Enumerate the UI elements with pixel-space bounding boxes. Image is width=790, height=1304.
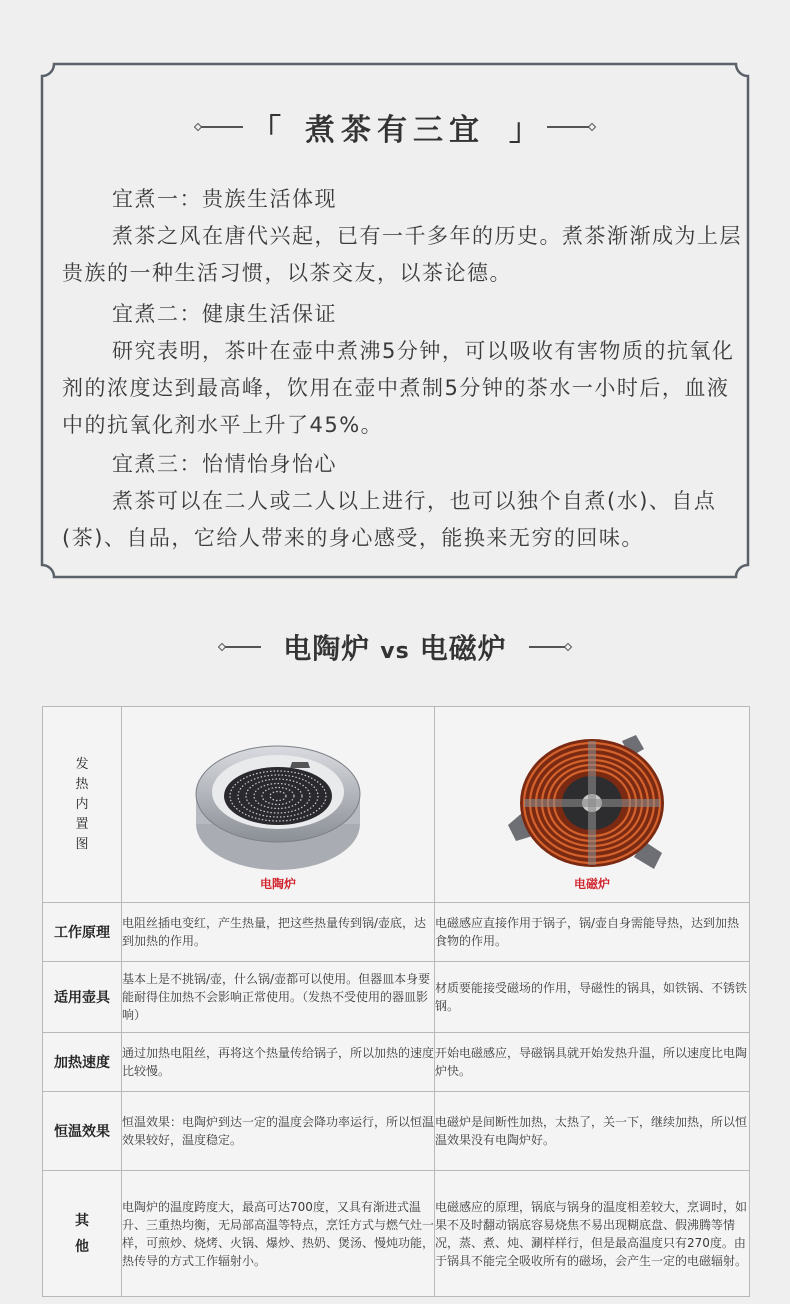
induction-cell: 材质要能接受磁场的作用，导磁性的锅具，如铁锅、不锈铁钢。 (435, 962, 750, 1033)
title-open-bracket: 「 (251, 113, 281, 148)
section-body: 煮茶可以在二人或二人以上进行，也可以独个自煮(水)、自点(茶)、自品，它给人带来的身心感受，能换来无穷的回味。 (62, 489, 717, 550)
title-close-bracket: 」 (509, 113, 539, 148)
induction-cell: 电磁炉是间断性加热，太热了，关一下，继续加热，所以恒温效果没有电陶炉好。 (435, 1092, 750, 1171)
section-heading: 宜煮二：健康生活保证 (112, 302, 337, 326)
ceramic-cell: 恒温效果：电陶炉到达一定的温度会降功率运行，所以恒温效果较好，温度稳定。 (122, 1092, 435, 1171)
image-row-label (43, 707, 122, 903)
intro-section-3 (62, 446, 742, 557)
section-body: 煮茶之风在唐代兴起，已有一千多年的历史。煮茶渐渐成为上层贵族的一种生活习惯，以茶交友，以茶论德。 (62, 224, 742, 285)
row-label: 加热速度 (43, 1033, 122, 1092)
ceramic-cell: 通过加热电阻丝，再将这个热量传给锅子，所以加热的速度比较慢。 (122, 1033, 435, 1092)
intro-heading (0, 97, 790, 157)
ceramic-cell: 电陶炉的温度跨度大，最高可达700度，又具有渐进式温升、三重热均衡，无局部高温等特点，烹饪方式与燃气灶一样，可煎炒、烧烤、火锅、爆炒、热奶、煲汤、慢炖功能， 热传导的方式工作辐射小。 (122, 1171, 435, 1297)
left-ornament (219, 644, 261, 650)
compare-right-title: 电磁炉 (419, 632, 507, 665)
image-row-label-text: 发热内置图 (75, 756, 89, 852)
induction-coil-caption: 电磁炉 (573, 877, 610, 891)
section-heading: 宜煮三：怡情怡身怡心 (112, 452, 337, 476)
intro-section-1 (62, 181, 742, 292)
table-row (43, 962, 750, 1033)
row-label: 适用壶具 (43, 962, 122, 1033)
row-label-text: 其他 (75, 1212, 89, 1255)
row-label (43, 1171, 122, 1297)
left-ornament (195, 124, 243, 130)
ceramic-stove-image-cell (122, 707, 435, 903)
compare-heading (0, 622, 790, 672)
ceramic-stove-caption: 电陶炉 (259, 877, 296, 891)
ceramic-cell: 基本上是不挑锅/壶，什么锅/壶都可以使用。但器皿本身要能耐得住加热不会影响正常使用。（发热不受使用的器皿影响） (122, 962, 435, 1033)
intro-section-2 (62, 296, 742, 444)
table-row (43, 1092, 750, 1171)
table-row (43, 903, 750, 962)
right-ornament (529, 644, 571, 650)
table-row-images (43, 707, 750, 903)
right-ornament (547, 124, 595, 130)
compare-left-title: 电陶炉 (283, 632, 371, 665)
row-label: 工作原理 (43, 903, 122, 962)
intro-title: 煮茶有三宜 (305, 113, 485, 148)
table-row (43, 1171, 750, 1297)
induction-coil-image (502, 731, 682, 881)
induction-cell: 开始电磁感应，导磁锅具就开始发热升温，所以速度比电陶炉快。 (435, 1033, 750, 1092)
comparison-table (42, 706, 750, 1297)
ceramic-cell: 电阻丝插电变红，产生热量，把这些热量传到锅/壶底，达到加热的作用。 (122, 903, 435, 962)
induction-coil-image-cell (435, 707, 750, 903)
row-label: 恒温效果 (43, 1092, 122, 1171)
induction-cell: 电磁感应的原理，锅底与锅身的温度相差较大，烹调时，如果不及时翻动锅底容易烧焦不易出现糊底盘、假沸腾等情况，蒸、煮、炖、涮样样行，但是最高温度只有270度。由于锅具不能完全吸收所有的磁场，会产生一定的电磁辐射。 (435, 1171, 750, 1297)
section-body: 研究表明，茶叶在壶中煮沸5分钟，可以吸收有害物质的抗氧化剂的浓度达到最高峰，饮用在壶中煮制5分钟的茶水一小时后，血液中的抗氧化剂水平上升了45%。 (62, 339, 735, 437)
induction-cell: 电磁感应直接作用于锅子，锅/壶自身需能导热，达到加热食物的作用。 (435, 903, 750, 962)
vs-label: vs (380, 639, 410, 664)
ceramic-stove-image (188, 732, 368, 882)
table-row (43, 1033, 750, 1092)
section-heading: 宜煮一：贵族生活体现 (112, 187, 337, 211)
